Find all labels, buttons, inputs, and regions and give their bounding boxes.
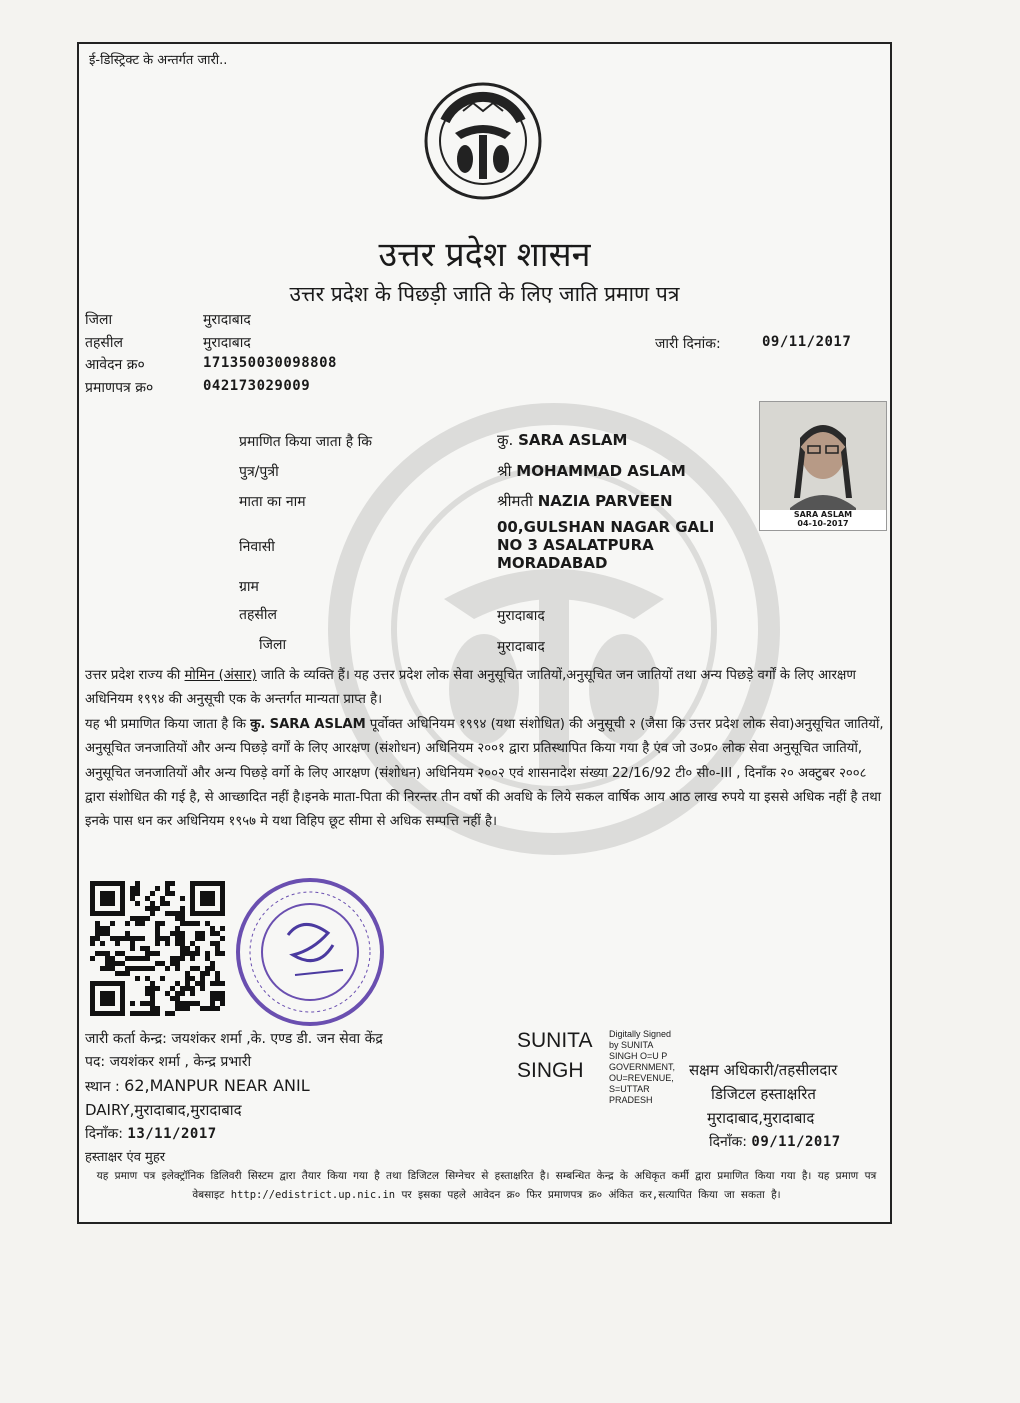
relation-label: पुत्र/पुत्री <box>239 464 279 480</box>
authority-date-row <box>709 1132 841 1151</box>
place-label: स्थान : <box>85 1079 120 1095</box>
signer-name-line-1: SUNITA <box>517 1029 593 1052</box>
para2-prefix: यह भी प्रमाणित किया जाता है कि <box>85 717 251 732</box>
tehsil-value: मुरादाबाद <box>203 335 251 351</box>
student-name-row <box>497 430 627 450</box>
issuer-date-label: दिनाँक: <box>85 1126 123 1142</box>
dsig-line-5: OU=REVENUE, <box>609 1073 674 1083</box>
dsig-line-2: by SUNITA <box>609 1040 654 1050</box>
certificate-label: प्रमाणपत्र क्र० <box>85 380 154 396</box>
issuer-place-row <box>85 1076 310 1096</box>
para1-rest: जाति के व्यक्ति हैं। यह उत्तर प्रदेश लोक सेवा अनुसूचित जातियों,अनुसूचित जन जातियों तथा अन्य पिछड़े वर्गों के लिए आरक्षण अधिनियम १९९४ की अनुसूची एक के अन्तर्गत मान्यता प्राप्त है। <box>85 668 856 708</box>
certificate-subtitle: उत्तर प्रदेश के पिछड़ी जाति के लिए जाति प्रमाण पत्र <box>289 282 680 306</box>
father-name: MOHAMMAD ASLAM <box>516 462 686 480</box>
issuer-date-row <box>85 1124 217 1143</box>
tehsil-label: तहसील <box>85 335 123 351</box>
dsig-line-7: PRADESH <box>609 1095 653 1105</box>
post-value: जयशंकर शर्मा , केन्द्र प्रभारी <box>109 1054 252 1070</box>
authority-date: 09/11/2017 <box>751 1134 841 1150</box>
sign-seal-label: हस्ताक्षर एंव मुहर <box>85 1150 166 1165</box>
father-prefix: श्री <box>497 462 512 480</box>
photo-caption-date: 04-10-2017 <box>797 519 849 528</box>
place-line-1: 62,MANPUR NEAR ANIL <box>124 1076 310 1095</box>
digital-signer-name <box>517 1026 592 1086</box>
up-government-emblem-icon <box>423 81 543 201</box>
certify-label: प्रमाणित किया जाता है कि <box>239 434 373 450</box>
caste-paragraph <box>85 664 890 713</box>
certificate-sheet <box>77 42 892 1224</box>
centre-value: जयशंकर शर्मा ,के. एण्ड डी. जन सेवा केंद्र <box>171 1031 383 1047</box>
para2-name-prefix: कु. <box>250 717 266 732</box>
photo-caption-name: SARA ASLAM <box>793 510 853 519</box>
para2-rest: पूर्वोक्त अधिनियम १९९४ (यथा संशोधित) की अनुसूची २ (जैसा कि उत्तर प्रदेश लोक सेवा)अनुसूचित जातियों, अनुसूचित जनजातियों और अन्य पिछड़े वर्गों के लिए आरक्षण (संशोधन) अधिनियम २००१ द्वारा प्रतिस्थापित किया गया है एंव जो उ०प्र० लोक सेवा अनुसूचित जातियों, अनुसूचित जनजातियों और अन्य पिछड़े वर्गो के लिए आरक्षण (संशोधन) अधिनियम २००२ एवं शासनादेश संख्या 22/16/92 टी० सी०-III , दिनाँक २० अक्टुबर २००८ द्वारा संशोधित की गई है, से आच्छादित नहीं है।इनके माता-पिता की निरन्तर तीन वर्षो की अवधि के लिये सकल वार्षिक आय आठ लाख रुपये या इससे अधिक नहीं है तथा इनके पास धन कर अधिनियम १९५७ मे यथा विहिप छूट सीमा से अधिक सम्पत्ति नहीं है। <box>85 717 884 830</box>
district-value: मुरादाबाद <box>203 312 251 328</box>
address-line-3: MORADABAD <box>497 554 608 572</box>
page-title: उत्तर प्रदेश शासन <box>378 235 591 275</box>
father-name-row <box>497 461 686 481</box>
para1-prefix: उत्तर प्रदेश राज्य की <box>85 668 185 683</box>
header-note: ई-डिस्ट्रिक्ट के अन्तर्गत जारी.. <box>89 53 228 68</box>
signer-name-line-2: SINGH <box>517 1059 584 1082</box>
certification-paragraph <box>85 713 890 834</box>
certificate-number: 042173029009 <box>203 378 311 394</box>
issue-date: 09/11/2017 <box>762 334 852 350</box>
resident-label: निवासी <box>239 539 275 555</box>
dsig-line-4: GOVERNMENT, <box>609 1062 676 1072</box>
issuer-centre-row <box>85 1029 383 1048</box>
dsig-line-1: Digitally Signed <box>609 1029 672 1039</box>
issue-date-label: जारी दिनांक: <box>655 336 721 352</box>
footer-note: यह प्रमाण पत्र इलेक्ट्रॉनिक डिलिवरी सिस्टम द्वारा तैयार किया गया है तथा डिजिटल सिग्नेचर से हस्ताक्षरित है। सम्बन्धित केन्द्र के अधिकृत कर्मी द्वारा प्रमाणित किया गया है। यह प्रमाण पत्र वेबसाइट http://edistrict.up.nic.in पर इसका पहले आवेदन क्र० फिर प्रमाणपत्र क्र० अंकित कर,सत्यापित किया जा सकता है। <box>96 1170 877 1201</box>
mother-prefix: श्रीमती <box>497 492 533 510</box>
address-line-2: NO 3 ASALATPURA <box>497 536 654 554</box>
application-label: आवेदन क्र० <box>85 357 145 373</box>
caste-name: मोमिन (अंसार) <box>184 668 257 683</box>
authority-title: सक्षम अधिकारी/तहसीलदार <box>689 1061 838 1079</box>
name-prefix: कु. <box>497 431 514 449</box>
district-label: जिला <box>85 312 113 328</box>
dsig-line-3: SINGH O=U P <box>609 1051 668 1061</box>
mother-name-row <box>497 491 673 511</box>
detail-tehsil-label: तहसील <box>239 607 277 623</box>
post-label: पद: <box>85 1054 106 1070</box>
applicant-photo <box>759 401 887 531</box>
centre-label: जारी कर्ता केन्द्र: <box>85 1031 167 1047</box>
issuer-post-row <box>85 1052 251 1071</box>
village-label: ग्राम <box>239 579 259 595</box>
detail-tehsil-value: मुरादाबाद <box>497 608 545 624</box>
address-line-1: 00,GULSHAN NAGAR GALI <box>497 518 715 536</box>
qr-code-icon <box>90 881 225 1016</box>
mother-name: NAZIA PARVEEN <box>537 492 673 510</box>
student-name: SARA ASLAM <box>518 431 628 449</box>
issuer-date: 13/11/2017 <box>127 1126 217 1142</box>
detail-district-label: जिला <box>259 637 287 653</box>
mother-label: माता का नाम <box>239 494 306 510</box>
place-line-2: DAIRY,मुरादाबाद,मुरादाबाद <box>85 1101 242 1119</box>
para2-name: SARA ASLAM <box>269 717 366 732</box>
dsig-line-6: S=UTTAR <box>609 1084 650 1094</box>
authority-date-label: दिनाँक: <box>709 1134 747 1150</box>
jan-seva-kendra-stamp-icon <box>233 875 388 1030</box>
digital-signature-details <box>609 1029 675 1106</box>
application-number: 171350030098808 <box>203 355 337 371</box>
authority-signed: डिजिटल हस्ताक्षरित <box>711 1085 816 1103</box>
authority-place: मुरादाबाद,मुरादाबाद <box>707 1109 815 1127</box>
detail-district-value: मुरादाबाद <box>497 639 545 655</box>
